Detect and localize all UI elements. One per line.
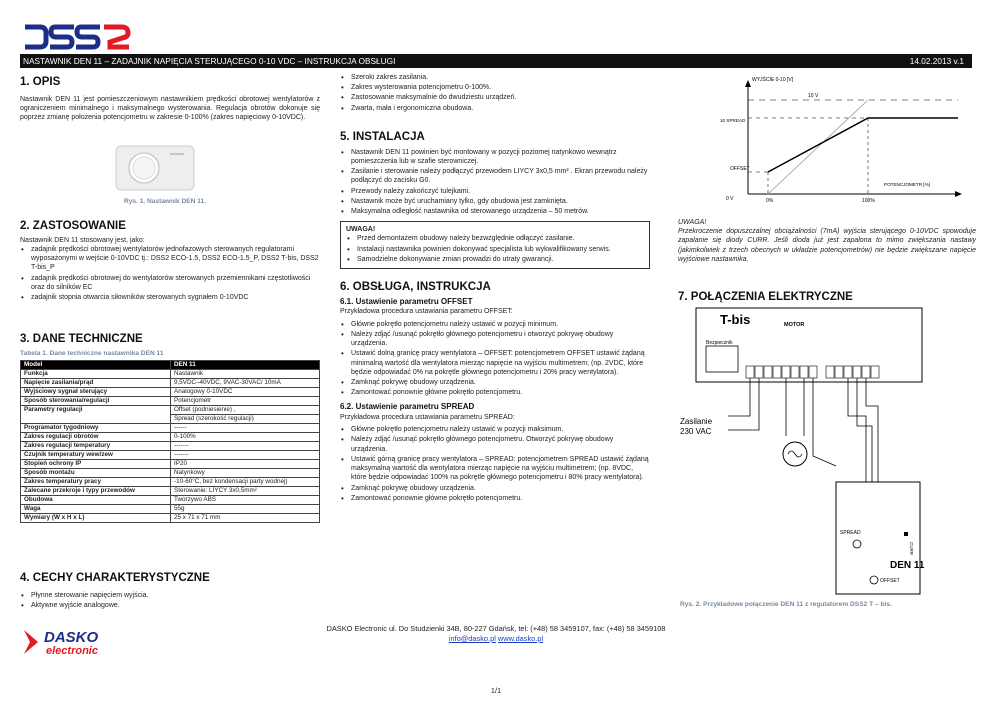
table-row <box>21 406 320 415</box>
table-row <box>21 379 320 388</box>
graph-x-label: POTENCJOMETR [%] <box>884 182 930 187</box>
warning-list <box>346 234 644 264</box>
list-item: • Główne pokrętło potencjometru należy ustawić w pozycji minimum. <box>340 320 650 329</box>
zastosowanie-list <box>20 245 320 302</box>
footer-www-link[interactable]: www.dasko.pl <box>497 634 544 643</box>
list-item: • zadajnik stopnia otwarcia siłowników sterowanych sygnałem 0-10VDC <box>20 293 320 302</box>
table-header-row <box>21 361 320 370</box>
table-row <box>21 424 320 433</box>
table-cell: Waga <box>21 505 171 514</box>
table-row <box>21 469 320 478</box>
graph-y-arrow <box>745 80 751 87</box>
section-obsluga-heading: 6. OBSŁUGA, INSTRUKCJA <box>340 281 491 294</box>
table-cell: ------ <box>171 424 320 433</box>
offset-pot-label: OFFSET <box>880 578 900 584</box>
list-item: • Zwarta, mała i ergonomiczna obudowa. <box>340 104 650 113</box>
table-row <box>21 397 320 406</box>
table-row <box>21 478 320 487</box>
section-zastosowanie <box>20 220 320 303</box>
section-polaczenia-heading: 7. POŁĄCZENIA ELEKTRYCZNE <box>678 291 853 303</box>
table-cell: Zalecane przekroje i typy przewodów <box>21 487 171 496</box>
list-item: • Szeroki zakres zasilania. <box>340 73 650 82</box>
table-cell: Programator tygodniowy <box>21 424 171 433</box>
vac-label: 230 VAC <box>680 427 712 436</box>
figure1-caption: Rys. 1. Nastawnik DEN 11. <box>123 198 207 205</box>
list-item: • Zamknąć pokrywę obudowy urządzenia. <box>340 484 650 493</box>
table-row <box>21 487 320 496</box>
section-dane <box>20 333 320 523</box>
table-cell: Napięcie zasilania/prąd <box>21 379 171 388</box>
table-header-cell: Model <box>21 361 171 370</box>
warning-box <box>340 221 650 269</box>
instalacja-list <box>340 148 650 217</box>
table-cell: IP20 <box>171 460 320 469</box>
table-row <box>21 442 320 451</box>
table-cell: Stopień ochrony IP <box>21 460 171 469</box>
column-middle <box>340 73 650 504</box>
list-item: • Przewody należy zakończyć tulejkami. <box>340 187 650 196</box>
list-item: • Przed demontażem obudowy należy bezwzględnie odłączyć zasilanie. <box>346 234 644 243</box>
table-cell: Sposób montażu <box>21 469 171 478</box>
table-cell: Tworzywo ABS <box>171 496 320 505</box>
table-cell: Funkcja <box>21 370 171 379</box>
table-cell: Potencjometr <box>171 397 320 406</box>
table-cell: Spread (szerokość regulacji) <box>171 415 320 424</box>
table-cell: Wyjściowy sygnał sterujący <box>21 388 171 397</box>
dasko-logo-bottom: electronic <box>46 645 98 657</box>
graph-offset-label: OFFSET <box>730 166 750 172</box>
table-cell: ------- <box>171 442 320 451</box>
warning-curr <box>678 218 976 264</box>
subsection-spread-heading: 6.2. Ustawienie parametru SPREAD <box>340 402 475 412</box>
table-cell: ------- <box>171 451 320 460</box>
table-cell: Obudowa <box>21 496 171 505</box>
list-item: • Maksymalna odległość nastawnika od sterowanego urządzenia – 50 metrów. <box>340 207 650 216</box>
dasko-logo-top: DASKO <box>44 629 99 646</box>
table-cell: Nastawnik <box>171 370 320 379</box>
graph-10v-label: 10 V <box>808 93 819 99</box>
spread-intro: Przykładowa procedura ustawiania parametru SPREAD: <box>340 414 515 421</box>
section-cechy-heading: 4. CECHY CHARAKTERYSTYCZNE <box>20 572 210 584</box>
spread-steps <box>340 425 650 503</box>
table-cell: -10-60°C, bez kondensacji party wodnej) <box>171 478 320 487</box>
section-opis-heading: 1. OPIS <box>20 76 61 88</box>
table-row <box>21 451 320 460</box>
list-item: • Zakres wysterowania potencjometru 0-100%. <box>340 83 650 92</box>
list-item: • Aktywne wyjście analogowe. <box>20 601 320 610</box>
footer-page: 1/1 <box>490 686 502 695</box>
den11-board <box>836 482 920 594</box>
fuse-label: Bezpiecznik <box>706 340 733 346</box>
curr-led-icon <box>904 532 908 536</box>
cechy-list-b <box>340 73 650 113</box>
motor-label: MOTOR <box>784 322 805 328</box>
footer-company: DASKO Electronic ul. Do Studzienki 34B, 80-227 Gdańsk, tel: (+48) 58 3459107, fax: (+48) 58 3459108 <box>326 624 666 633</box>
curr-label: CURR <box>909 542 914 555</box>
offset-steps <box>340 320 650 398</box>
table-cell: Analogowy 0-10VDC <box>171 388 320 397</box>
den11-label: DEN 11 <box>890 560 925 571</box>
list-item: • Nastawnik może być uruchamiany tylko, gdy obudowa jest zamknięta. <box>340 197 650 206</box>
doc-date: 14.02.2013 v.1 <box>909 55 964 66</box>
terminal-strip <box>746 366 879 378</box>
list-item: • Zamontować ponownie główne pokrętło potencjometru. <box>340 388 650 397</box>
graph-reference-line <box>768 100 868 194</box>
graph-x-arrow <box>955 191 962 197</box>
tbis-label: T-bis <box>720 312 751 327</box>
spec-table <box>20 360 320 523</box>
table-row <box>21 388 320 397</box>
table-cell: Zakres regulacji temperatury <box>21 442 171 451</box>
table-cell: Zakres regulacji obrotów <box>21 433 171 442</box>
spread-pot-icon <box>853 540 861 548</box>
table-caption: Tabela 1. Dane techniczne nastawnika DEN 11 <box>20 349 164 357</box>
logo-text: DSS2 <box>22 24 25 25</box>
cechy-list-a <box>20 591 320 610</box>
table-row <box>21 505 320 514</box>
table-cell: Zakres temperatury pracy <box>21 478 171 487</box>
graph-zero-label: 0 V <box>726 196 734 202</box>
subsection-offset-heading: 6.1. Ustawienie parametru OFFSET <box>340 296 473 306</box>
list-item: • Zamknąć pokrywę obudowy urządzenia. <box>340 378 650 387</box>
section-dane-heading: 3. DANE TECHNICZNE <box>20 333 143 345</box>
list-item: • zadajnik prędkości obrotowej do wentylatorów sterowanych przemiennikami częstotliwości oraz do silników EC <box>20 274 320 292</box>
wires <box>728 378 878 482</box>
footer-email-link[interactable]: info@dasko.pl <box>448 634 496 643</box>
list-item: • Zamontować ponownie główne pokrętło potencjometru. <box>340 494 650 503</box>
table-cell: Czujnik temperatury wew/zew <box>21 451 171 460</box>
list-item: • Główne pokrętło potencjometru należy ustawić w pozycji maksimum. <box>340 425 650 434</box>
wiring-diagram <box>676 306 974 598</box>
graph-x0-label: 0% <box>766 198 774 204</box>
table-row <box>21 514 320 523</box>
warning-title: UWAGA! <box>346 226 376 234</box>
warning-curr-text: Przekroczenie dopuszczalnej obciążalności (7mA) wyjścia sterującego 0-10VDC spowoduje zapalanie się diody CURR. Jeśli dioda już jest zapalona to mimo zwiększania nastawy (jakimkolwiek z trzech obecnych w układzie potencjometrów) nie będzie zwiększane napięcie wyjściowe nastawnika. <box>678 228 976 263</box>
list-item: • Samodzielne dokonywanie zmian prowadzi do utraty gwarancji. <box>346 255 644 264</box>
figure2-caption: Rys. 2. Przykładowe połączenie DEN 11 z regulatorem DSS2 T – bis. <box>680 601 892 608</box>
list-item: • Należy zdjąć /usunąć pokrętło głównego potencjometru i otworzyć pokrywę obudowy urządzenia. <box>340 330 650 348</box>
table-cell: Natynkowy <box>171 469 320 478</box>
table-cell: Sposób sterowania/regulacji <box>21 397 171 406</box>
doc-title: NASTAWNIK DEN 11 – ZADAJNIK NAPIĘCIA STERUJĄCEGO 0-10 VDC – INSTRUKCJA OBSŁUGI <box>23 55 396 66</box>
graph-spread-label: 10 SPREAD <box>720 118 746 123</box>
table-header-cell: DEN 11 <box>171 361 320 370</box>
offset-spread-graph <box>718 74 968 214</box>
spread-pot-label: SPREAD <box>840 530 861 536</box>
list-item: • Zasilanie i sterowanie należy podłączyć przewodem LIYCY 3x0,5 mm² . Ekran przewodu należy podłączyć do zacisku G0. <box>340 167 650 185</box>
graph-characteristic-line <box>768 118 958 172</box>
zasilanie-label: Zasilanie <box>680 417 713 426</box>
list-item: • Zastosowanie maksymalnie do dwudziestu urządzeń. <box>340 93 650 102</box>
offset-pot-icon <box>870 576 878 584</box>
list-item: • Ustawić dolną granicę pracy wentylatora – OFFSET: potencjometrem OFFSET ustawić żądaną minimalną wartość dla wentylatora mierząc napięcie na wyjściu multimetrem; (np. 2VDC, które będzie odpowiadać 0% na pokrętle głównego potencjometru i 20% pracy wentylatora). <box>340 349 650 377</box>
section-zastosowanie-heading: 2. ZASTOSOWANIE <box>20 220 126 232</box>
list-item: • Ustawić górną granicę pracy wentylatora – SPREAD: potencjometrem SPREAD ustawić żądaną maksymalną wartość dla wentylatora mierząc napięcie na wyjściu multimetrem; (np. 8VDC, które będzie odpowiadać 100% na pokrętle głównego potencjometru i 80% pracy wentylatora). <box>340 455 650 483</box>
table-row <box>21 460 320 469</box>
den11-photo <box>112 140 198 194</box>
list-item: • Należy zdjąć /usunąć pokrętło głównego potencjometru. Otworzyć pokrywę obudowy urządzenia. <box>340 435 650 453</box>
zastosowanie-intro: Nastawnik DEN 11 stosowany jest, jako: <box>20 236 145 244</box>
list-item: • Płynne sterowanie napięciem wyjścia. <box>20 591 320 600</box>
graph-x100-label: 100% <box>862 198 875 204</box>
table-cell: 25 x 71 x 71 mm <box>171 514 320 523</box>
table-cell <box>21 415 171 424</box>
list-item: • Instalacji nastawnika powinien dokonywać specjalista lub wykwalifikowany serwis. <box>346 245 644 254</box>
dss2-logo <box>22 24 132 50</box>
table-cell: 55g <box>171 505 320 514</box>
list-item: • Nastawnik DEN 11 powinien być montowany w pozycji poziomej natynkowo wewnątrz pomieszczenia lub w szafie sterowniczej. <box>340 148 650 166</box>
table-cell: 9,5VDC–40VDC, 9VAC-30VAC/ 10mA <box>171 379 320 388</box>
table-row <box>21 433 320 442</box>
table-row <box>21 370 320 379</box>
table-cell: Wymiary (W x H x L) <box>21 514 171 523</box>
section-instalacja-heading: 5. INSTALACJA <box>340 130 425 143</box>
section-cechy <box>20 572 320 611</box>
footer-links <box>0 634 992 644</box>
fuse-box <box>706 346 738 372</box>
offset-intro: Przykładowa procedura ustawiania parametru OFFSET: <box>340 308 513 316</box>
warning-curr-title: UWAGA! <box>678 219 707 226</box>
graph-y-label: WYJŚCIE 0-10 [V] <box>752 77 794 83</box>
table-row <box>21 415 320 424</box>
table-cell: Sterowanie: LIYCY 3x0,5mm² <box>171 487 320 496</box>
column-left <box>20 76 320 122</box>
header-bar <box>20 54 972 68</box>
table-row <box>21 496 320 505</box>
list-item: • zadajnik prędkości obrotowej wentylatorów jednofazowych sterowanych regulatorami wyposażonymi w wejście 0-10VDC tj.: DSS2 ECO-1.5, DSS2 ECO-1.5_P, DSS2 T-bis, DSS2 T-bis_P <box>20 245 320 273</box>
table-cell: Offset (podniesienie) , <box>171 406 320 415</box>
table-cell: Parametry regulacji <box>21 406 171 415</box>
table-cell: 0-100% <box>171 433 320 442</box>
opis-text: Nastawnik DEN 11 jest pomieszczeniowym nastawnikiem prędkości obrotowej wentylatorów z ograniczeniem minimalnego i maksymalnego wysterowania. Regulacja obrotów dokonuje się poprzez zmianę położenia potencjometru w zakresie 0-100% (zakres napięciowy 0-10VDC). <box>20 95 320 122</box>
